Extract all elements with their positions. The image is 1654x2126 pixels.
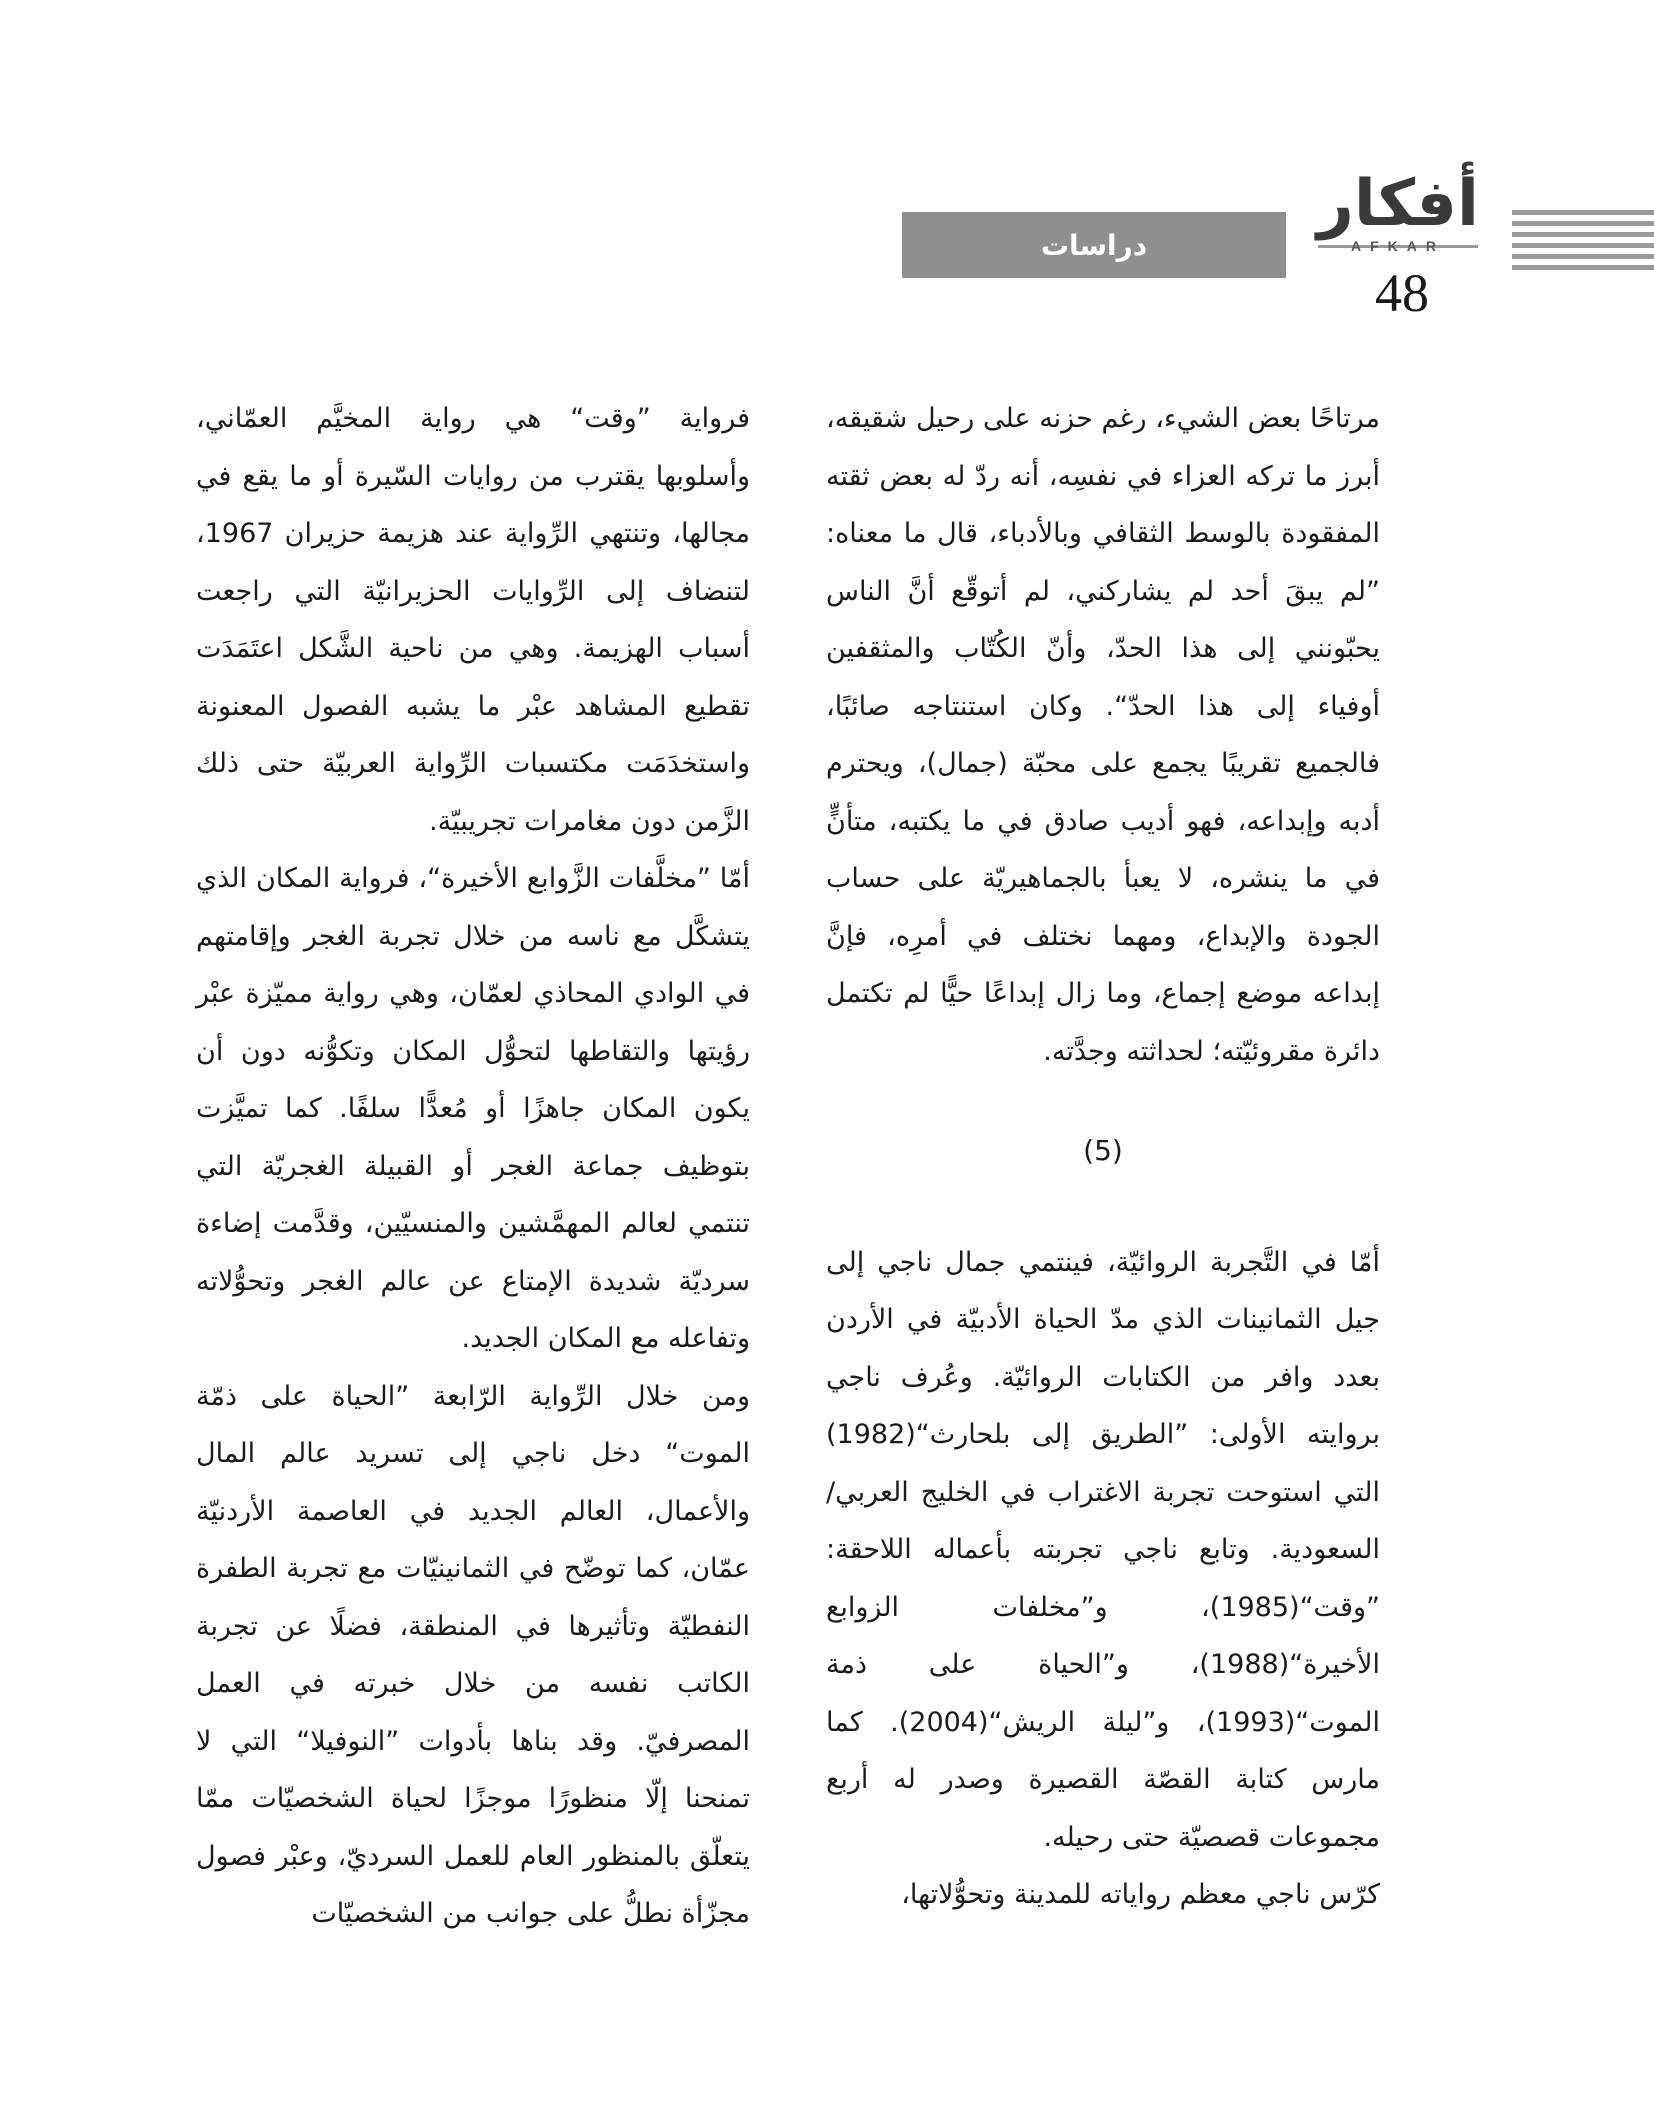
magazine-logo xyxy=(1316,168,1480,258)
article-column-left xyxy=(196,390,750,1943)
article-column-right xyxy=(826,390,1380,1924)
logo-latin-text: AFKAR xyxy=(1351,238,1445,254)
paragraph: كرّس ناجي معظم رواياته للمدينة وتحوُّلاتها، xyxy=(901,1879,1380,1910)
paragraph: مرتاحًا بعض الشيء، رغم حزنه على رحيل شقيقه، أبرز ما تركه العزاء في نفسِه، أنه ردّ له بعض ثقته المفقودة بالوسط الثقافي وبالأدباء، قال ما معناه: ”لم يبقَ أحد لم يشاركني، لم أتوقّع أنَّ الناس يحبّونني إلى هذا الحدّ، وأنّ الكُتّاب والمثقفين أوفياء إلى هذا الحدّ“. وكان استنتاجه صائبًا، فالجميع تقريبًا يجمع على محبّة (جمال)، ويحترم أدبه وإبداعه، فهو أديب صادق في ما يكتبه، متأنٍّ في ما ينشره، لا يعبأ بالجماهيريّة على حساب الجودة والإبداع، ومهما نختلف في أمرِه، فإنَّ إبداعه موضع إجماع، وما زال إبداعًا حيًّا لم تكتمل دائرة مقروئيّته؛ لحداثته وجدَّته. xyxy=(826,403,1380,1067)
logo-arabic-text: أفكار xyxy=(1317,167,1479,241)
section-number: (5) xyxy=(1083,1134,1123,1167)
paragraph: فرواية ”وقت“ هي رواية المخيَّم العمّاني، وأسلوبها يقترب من روايات السّيرة أو ما يقع في مجالها، وتنتهي الرِّواية عند هزيمة حزيران 1967، لتنضاف إلى الرِّوايات الحزيرانيّة التي راجعت أسباب الهزيمة. وهي من ناحية الشَّكل اعتَمَدَت تقطيع المشاهد عبْر ما يشبه الفصول المعنونة واستخدَمَت مكتسبات الرِّواية العربيّة حتى ذلك الزَّمن دون مغامرات تجريبيّة. xyxy=(196,403,750,837)
decorative-stripes xyxy=(1512,210,1654,276)
paragraph: أمّا ”مخلَّفات الزَّوابع الأخيرة“، فرواية المكان الذي يتشكَّل مع ناسه من خلال تجربة الغجر وإقامتهم في الوادي المحاذي لعمّان، وهي رواية مميّزة عبْر رؤيتها والتقاطها لتحوُّل المكان وتكوُّنه دون أن يكون المكان جاهزًا أو مُعدًّا سلفًا. كما تميَّزت بتوظيف جماعة الغجر أو القبيلة الغجريّة التي تنتمي لعالم المهمَّشين والمنسيّين، وقدَّمت إضاءة سرديّة شديدة الإمتاع عن عالم الغجر وتحوُّلاته وتفاعله مع المكان الجديد. xyxy=(196,863,750,1354)
paragraph: أمّا في التَّجربة الروائيّة، فينتمي جمال ناجي إلى جيل الثمانينات الذي مدّ الحياة الأدبيّة في الأردن بعدد وافر من الكتابات الروائيّة. وعُرف ناجي بروايته الأولى: ”الطريق إلى بلحارث“(1982) التي استوحت تجربة الاغتراب في الخليج العربي/ السعودية. وتابع ناجي تجربته بأعماله اللاحقة: ”وقت“(1985)، و”مخلفات الزوابع الأخيرة“(1988)، و”الحياة على ذمة الموت“(1993)، و”ليلة الريش“(2004). كما مارس كتابة القصّة القصيرة وصدر له أربع مجموعات قصصيّة حتى رحيله. xyxy=(826,1246,1380,1853)
page-number: 48 xyxy=(1375,263,1429,323)
section-label: دراسات xyxy=(902,212,1286,278)
paragraph: ومن خلال الرِّواية الرّابعة ”الحياة على ذمّة الموت“ دخل ناجي إلى تسريد عالم المال والأعمال، العالم الجديد في العاصمة الأردنيّة عمّان، كما توضّح في الثمانينيّات مع تجربة الطفرة النفطيّة وتأثيرها في المنطقة، فضلًا عن تجربة الكاتب نفسه من خلال خبرته في العمل المصرفيّ. وقد بناها بأدوات ”النوفيلا“ التي لا تمنحنا إلّا منظورًا موجزًا لحياة الشخصيّات ممّا يتعلّق بالمنظور العام للعمل السرديّ، وعبْر فصول مجزّأة نطلُّ على جوانب من الشخصيّات xyxy=(196,1380,750,1929)
